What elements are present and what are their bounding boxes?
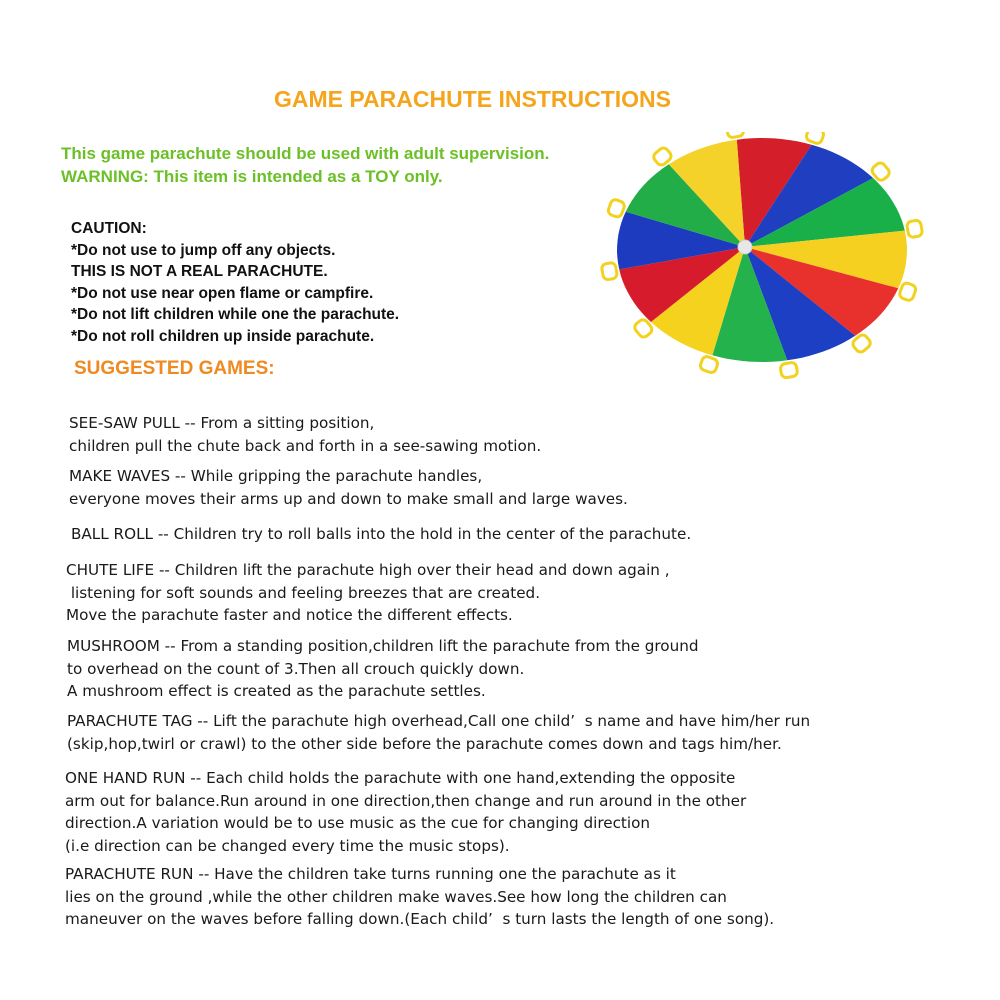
parachute-handle: [898, 282, 917, 302]
parachute-panels: [617, 138, 907, 362]
parachute-handle: [699, 355, 719, 374]
game-line: (i.e direction can be changed every time the music stops).: [65, 836, 510, 855]
game-line: to overhead on the count of 3.Then all crouch quickly down.: [67, 659, 525, 678]
game-line: PARACHUTE TAG -- Lift the parachute high overhead,Call one child’ s name and have him/her run: [67, 712, 811, 730]
parachute-handle: [805, 132, 825, 145]
game-line: MUSHROOM -- From a standing position,children lift the parachute from the ground: [67, 637, 699, 655]
game-line: SEE-SAW PULL -- From a sitting position,: [69, 414, 375, 432]
caution-item: *Do not lift children while one the parachute.: [71, 306, 400, 323]
suggested-games-heading: SUGGESTED GAMES:: [74, 358, 275, 379]
caution-item: *Do not use near open flame or campfire.: [71, 284, 374, 302]
caution-item: THIS IS NOT A REAL PARACHUTE.: [71, 263, 328, 280]
caution-heading: CAUTION:: [71, 220, 147, 237]
game-mushroom: [67, 635, 699, 703]
game-ball-roll: [71, 523, 691, 546]
parachute-handle: [607, 198, 626, 218]
game-line: BALL ROLL -- Children try to roll balls into the hold in the center of the parachute.: [71, 525, 692, 543]
game-line: children pull the chute back and forth in a see-sawing motion.: [69, 436, 542, 455]
supervision-notice: [61, 142, 549, 188]
parachute-center-hole: [738, 240, 752, 254]
game-line: Move the parachute faster and notice the different effects.: [66, 606, 513, 624]
game-line: A mushroom effect is created as the parachute settles.: [67, 682, 486, 700]
caution-item: *Do not roll children up inside parachute.: [71, 327, 375, 345]
parachute-illustration: [592, 132, 952, 394]
supervision-line: This game parachute should be used with adult supervision.: [61, 144, 550, 163]
game-line: everyone moves their arms up and down to make small and large waves.: [69, 489, 628, 508]
caution-block: [71, 218, 399, 347]
game-line: ONE HAND RUN -- Each child holds the parachute with one hand,extending the opposite: [65, 769, 736, 787]
game-line: listening for soft sounds and feeling breezes that are created.: [66, 583, 541, 602]
page-title: GAME PARACHUTE INSTRUCTIONS: [274, 86, 671, 112]
game-line: lies on the ground ,while the other children make waves.See how long the children can: [65, 887, 727, 906]
game-chute-life: [66, 559, 670, 627]
parachute-handle: [726, 132, 744, 138]
game-see-saw-pull: [69, 412, 541, 457]
game-line: MAKE WAVES -- While gripping the parachute handles,: [69, 467, 483, 485]
parachute-handle: [780, 362, 798, 379]
game-parachute-run: [65, 863, 774, 931]
game-line: PARACHUTE RUN -- Have the children take turns running one the parachute as it: [65, 865, 676, 883]
game-line: arm out for balance.Run around in one direction,then change and run around in the other: [65, 791, 747, 810]
game-one-hand-run: [65, 767, 746, 857]
caution-item: *Do not use to jump off any objects.: [71, 241, 336, 259]
game-parachute-tag: [67, 710, 810, 755]
warning-line: WARNING: This item is intended as a TOY only.: [61, 167, 443, 186]
parachute-handle: [601, 262, 618, 280]
game-make-waves: [69, 465, 628, 510]
game-line: (skip,hop,twirl or crawl) to the other side before the parachute comes down and tags him/her.: [67, 734, 782, 753]
game-line: CHUTE LIFE -- Children lift the parachute high over their head and down again ,: [66, 561, 670, 579]
game-line: maneuver on the waves before falling down.(Each child’ s turn lasts the length of one song).: [65, 910, 775, 928]
parachute-handle: [906, 220, 923, 238]
game-line: direction.A variation would be to use music as the cue for changing direction: [65, 814, 651, 832]
